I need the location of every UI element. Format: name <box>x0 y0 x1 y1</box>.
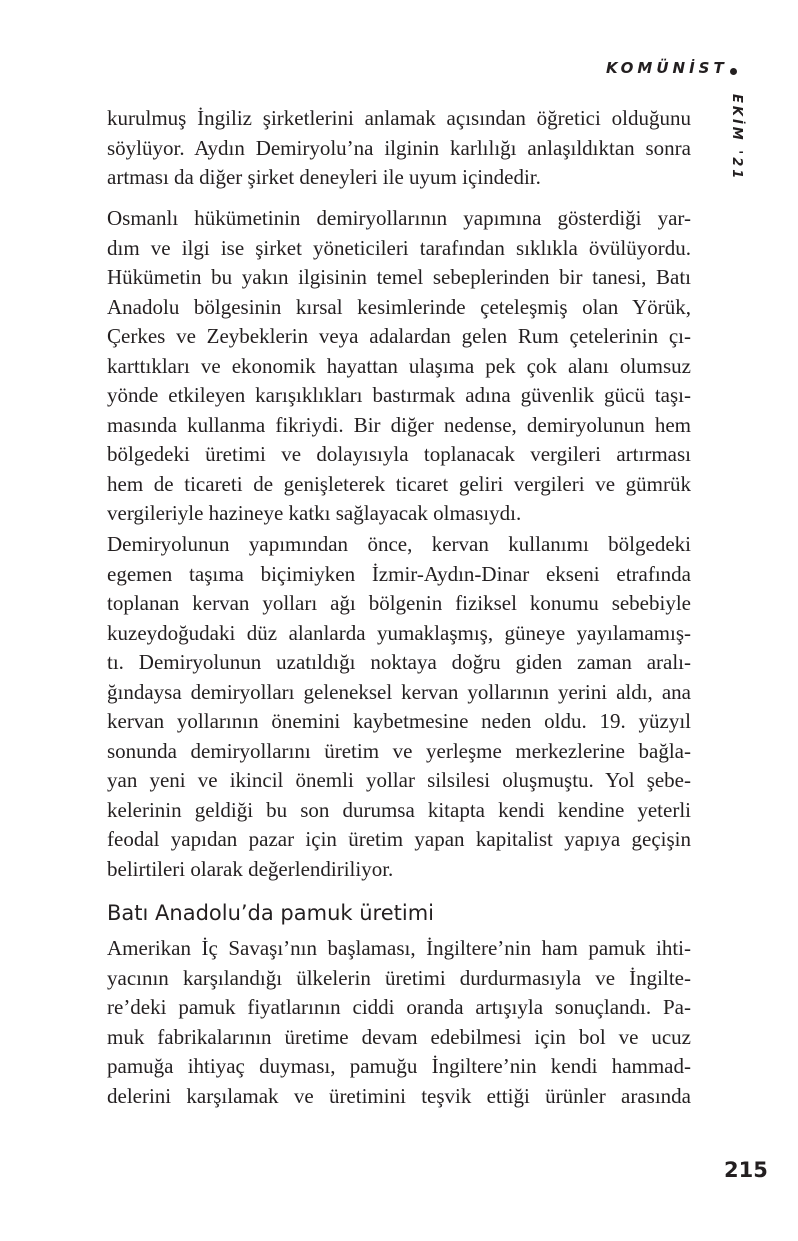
text-line: kelerinin geldiği bu son durumsa kitapta kendi kendine yeterli <box>107 797 691 822</box>
text-line: Amerikan İç Savaşı’nın başlaması, İngiltere’nin ham pamuk ihti- <box>107 936 691 960</box>
text-line: belirtileri olarak değerlendiriliyor. <box>107 856 394 881</box>
text-line: egemen taşıma biçimiyken İzmir-Aydın-Dinar ekseni etrafında <box>107 561 691 586</box>
page-number: 215 <box>724 1158 768 1182</box>
text-line: Çerkes ve Zeybeklerin veya adalardan gelen Rum çetelerinin çı- <box>107 324 691 348</box>
text-line: Hükümetin bu yakın ilgisinin temel sebeplerinden bir tanesi, Batı <box>107 265 691 289</box>
paragraph-1 <box>107 104 691 193</box>
text-line: hem de ticareti de genişleterek ticaret geliri vergileri ve gümrük <box>107 471 691 496</box>
paragraph-3 <box>107 530 691 884</box>
text-line: kervan yollarının önemini kaybetmesine neden oldu. 19. yüzyıl <box>107 709 691 733</box>
section-heading: Batı Anadolu’da pamuk üretimi <box>107 901 434 925</box>
text-line: karttıkları ve ekonomik hayattan ulaşıma pek çok alanı olumsuz <box>107 353 691 378</box>
text-line: artması da diğer şirket deneyleri ile uyum içindedir. <box>107 165 541 189</box>
text-line: toplanan kervan yolları ağı bölgenin fiziksel konumu sebebiyle <box>107 591 691 615</box>
text-line: bölgedeki üretimi ve dolayısıyla toplanacak vergileri artırması <box>107 442 691 466</box>
text-line: tı. Demiryolunun uzatıldığı noktaya doğru giden zaman aralı- <box>107 650 691 674</box>
running-head: KOMÜNİST <box>606 59 728 77</box>
text-line: söylüyor. Aydın Demiryolu’na ilginin karlılığı anlaşıldıktan sonra <box>107 135 691 160</box>
issue-label: EKİM '21 <box>729 94 744 182</box>
paragraph-2 <box>107 204 691 529</box>
text-line: kurulmuş İngiliz şirketlerini anlamak açısından öğretici olduğunu <box>107 106 691 130</box>
text-line: Osmanlı hükümetinin demiryollarının yapımına gösterdiği yar- <box>107 206 691 230</box>
text-line: yacının karşılandığı ülkelerin üretimi durdurmasıyla ve İngilte- <box>107 965 691 990</box>
text-line: yönde etkileyen karışıklıkları bastırmak adına güvenlik gücü taşı- <box>107 383 691 407</box>
text-line: dım ve ilgi ise şirket yöneticileri tarafından sıklıkla övülüyordu. <box>107 235 691 260</box>
text-line: ğındaysa demiryolları geleneksel kervan yollarının yerini aldı, ana <box>107 679 691 704</box>
text-line: muk fabrikalarının üretime devam edebilmesi için bol ve ucuz <box>107 1024 691 1049</box>
text-line: feodal yapıdan pazar için üretim yapan kapitalist yapıya geçişin <box>107 827 691 851</box>
text-line: pamuğa ihtiyaç duyması, pamuğu İngiltere’nin kendi hammad- <box>107 1054 691 1078</box>
text-line: masında kullanma fikriydi. Bir diğer nedense, demiryolunun hem <box>107 412 691 437</box>
text-line: delerini karşılamak ve üretimini teşvik ettiği ürünler arasında <box>107 1083 691 1108</box>
text-line: vergileriyle hazineye katkı sağlayacak olmasıydı. <box>107 501 522 525</box>
text-line: yan yeni ve ikincil önemli yollar silsilesi oluşmuştu. Yol şebe- <box>107 768 691 792</box>
text-line: kuzeydoğudaki düz alanlarda yumaklaşmış, güneye yayılamamış- <box>107 620 691 645</box>
text-line: Anadolu bölgesinin kırsal kesimlerinde çeteleşmiş olan Yörük, <box>107 294 691 319</box>
text-line: re’deki pamuk fiyatlarının ciddi oranda artışıyla sonuçlandı. Pa- <box>107 995 691 1019</box>
separator-bullet-icon <box>730 68 737 75</box>
text-line: sonunda demiryollarını üretim ve yerleşme merkezlerine bağla- <box>107 738 691 763</box>
section-paragraph <box>107 934 691 1111</box>
text-line: Demiryolunun yapımından önce, kervan kullanımı bölgedeki <box>107 532 691 556</box>
